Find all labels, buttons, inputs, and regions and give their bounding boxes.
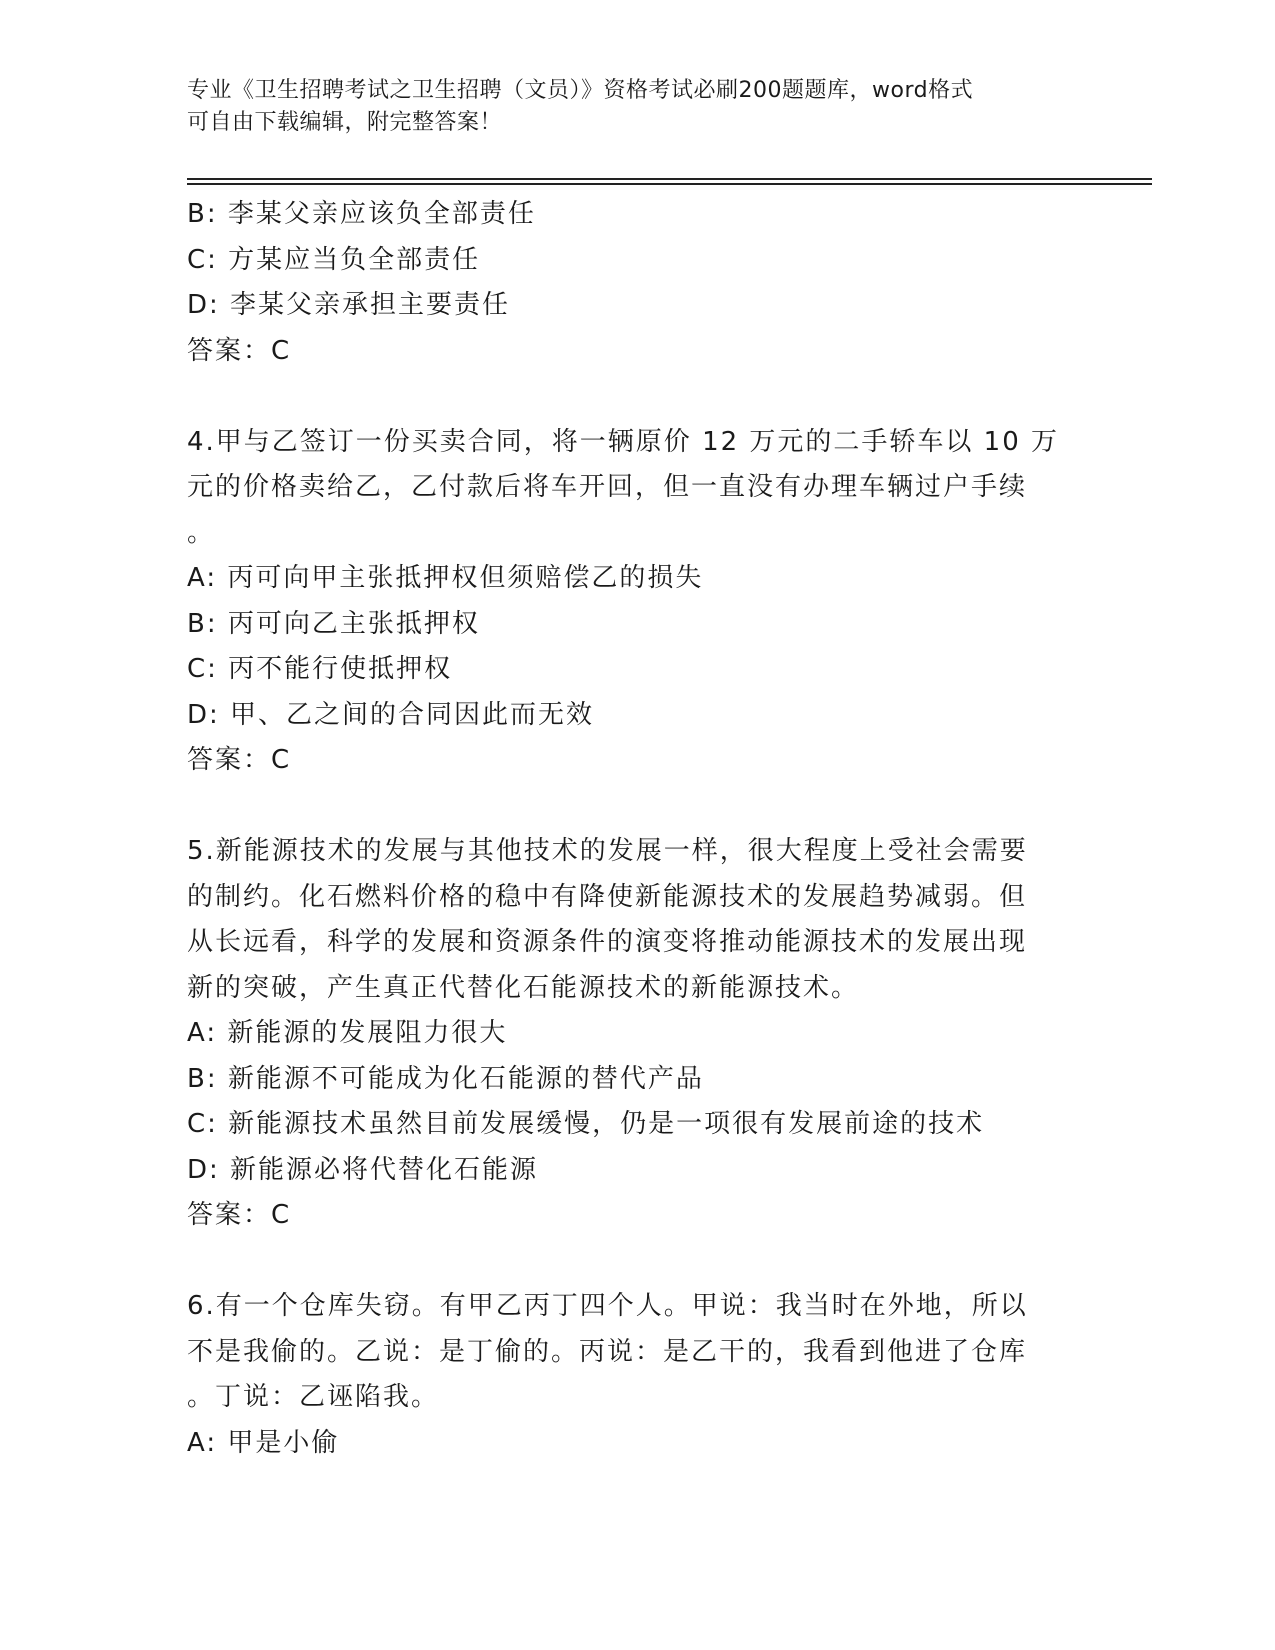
question-text-line: 的制约。化石燃料价格的稳中有降使新能源技术的发展趋势减弱。但 xyxy=(187,881,1028,912)
question-text-line: 4.甲与乙签订一份买卖合同，将一辆原价 12 万元的二手轿车以 10 万 xyxy=(187,426,1060,457)
question-4-block xyxy=(187,420,1067,784)
question-text-line: 新的突破，产生真正代替化石能源技术的新能源技术。 xyxy=(187,972,860,1003)
option-a: A: 甲是小偷 xyxy=(187,1427,340,1458)
question-5-block xyxy=(187,829,1067,1239)
question-text-line: 不是我偷的。乙说：是丁偷的。丙说：是乙干的，我看到他进了仓库 xyxy=(187,1336,1028,1367)
option-d: D: 甲、乙之间的合同因此而无效 xyxy=(187,699,595,730)
option-c: C: 方某应当负全部责任 xyxy=(187,244,481,275)
answer-label: 答案：C xyxy=(187,745,292,775)
option-d: D: 李某父亲承担主要责任 xyxy=(187,290,511,320)
answer-label: 答案：C xyxy=(187,1200,292,1230)
option-a: A: 新能源的发展阻力很大 xyxy=(187,1018,508,1048)
question-text-line: 。丁说：乙诬陷我。 xyxy=(187,1382,440,1412)
header-rule-bottom xyxy=(187,183,1152,185)
header-title-line-1: 专业《卫生招聘考试之卫生招聘（文员）》资格考试必刷200题题库，word格式 xyxy=(187,78,974,103)
question-text-line: 6.有一个仓库失窃。有甲乙丙丁四个人。甲说：我当时在外地，所以 xyxy=(187,1291,1028,1321)
question-text-line: 5.新能源技术的发展与其他技术的发展一样，很大程度上受社会需要 xyxy=(187,836,1028,866)
page-header xyxy=(187,75,1067,139)
option-b: B: 新能源不可能成为化石能源的替代产品 xyxy=(187,1063,704,1094)
option-a: A: 丙可向甲主张抵押权但须赔偿乙的损失 xyxy=(187,563,704,593)
option-b: B: 丙可向乙主张抵押权 xyxy=(187,608,480,639)
header-rule-top xyxy=(187,178,1152,180)
spacer xyxy=(187,784,1067,830)
question-text-line: 元的价格卖给乙，乙付款后将车开回，但一直没有办理车辆过户手续 xyxy=(187,472,1028,502)
spacer xyxy=(187,374,1067,420)
document-body xyxy=(187,192,1067,1466)
option-b: B: 李某父亲应该负全部责任 xyxy=(187,199,536,229)
question-6-block xyxy=(187,1284,1067,1466)
option-d: D: 新能源必将代替化石能源 xyxy=(187,1154,539,1185)
question-text-line: 从长远看，科学的发展和资源条件的演变将推动能源技术的发展出现 xyxy=(187,927,1028,957)
question-text-line: 。 xyxy=(187,517,216,548)
question-3-block xyxy=(187,192,1067,374)
option-c: C: 新能源技术虽然目前发展缓慢，仍是一项很有发展前途的技术 xyxy=(187,1109,985,1139)
spacer xyxy=(187,1239,1067,1285)
header-title-line-2: 可自由下载编辑，附完整答案！ xyxy=(187,110,503,135)
answer-label: 答案：C xyxy=(187,335,292,366)
option-c: C: 丙不能行使抵押权 xyxy=(187,654,453,684)
